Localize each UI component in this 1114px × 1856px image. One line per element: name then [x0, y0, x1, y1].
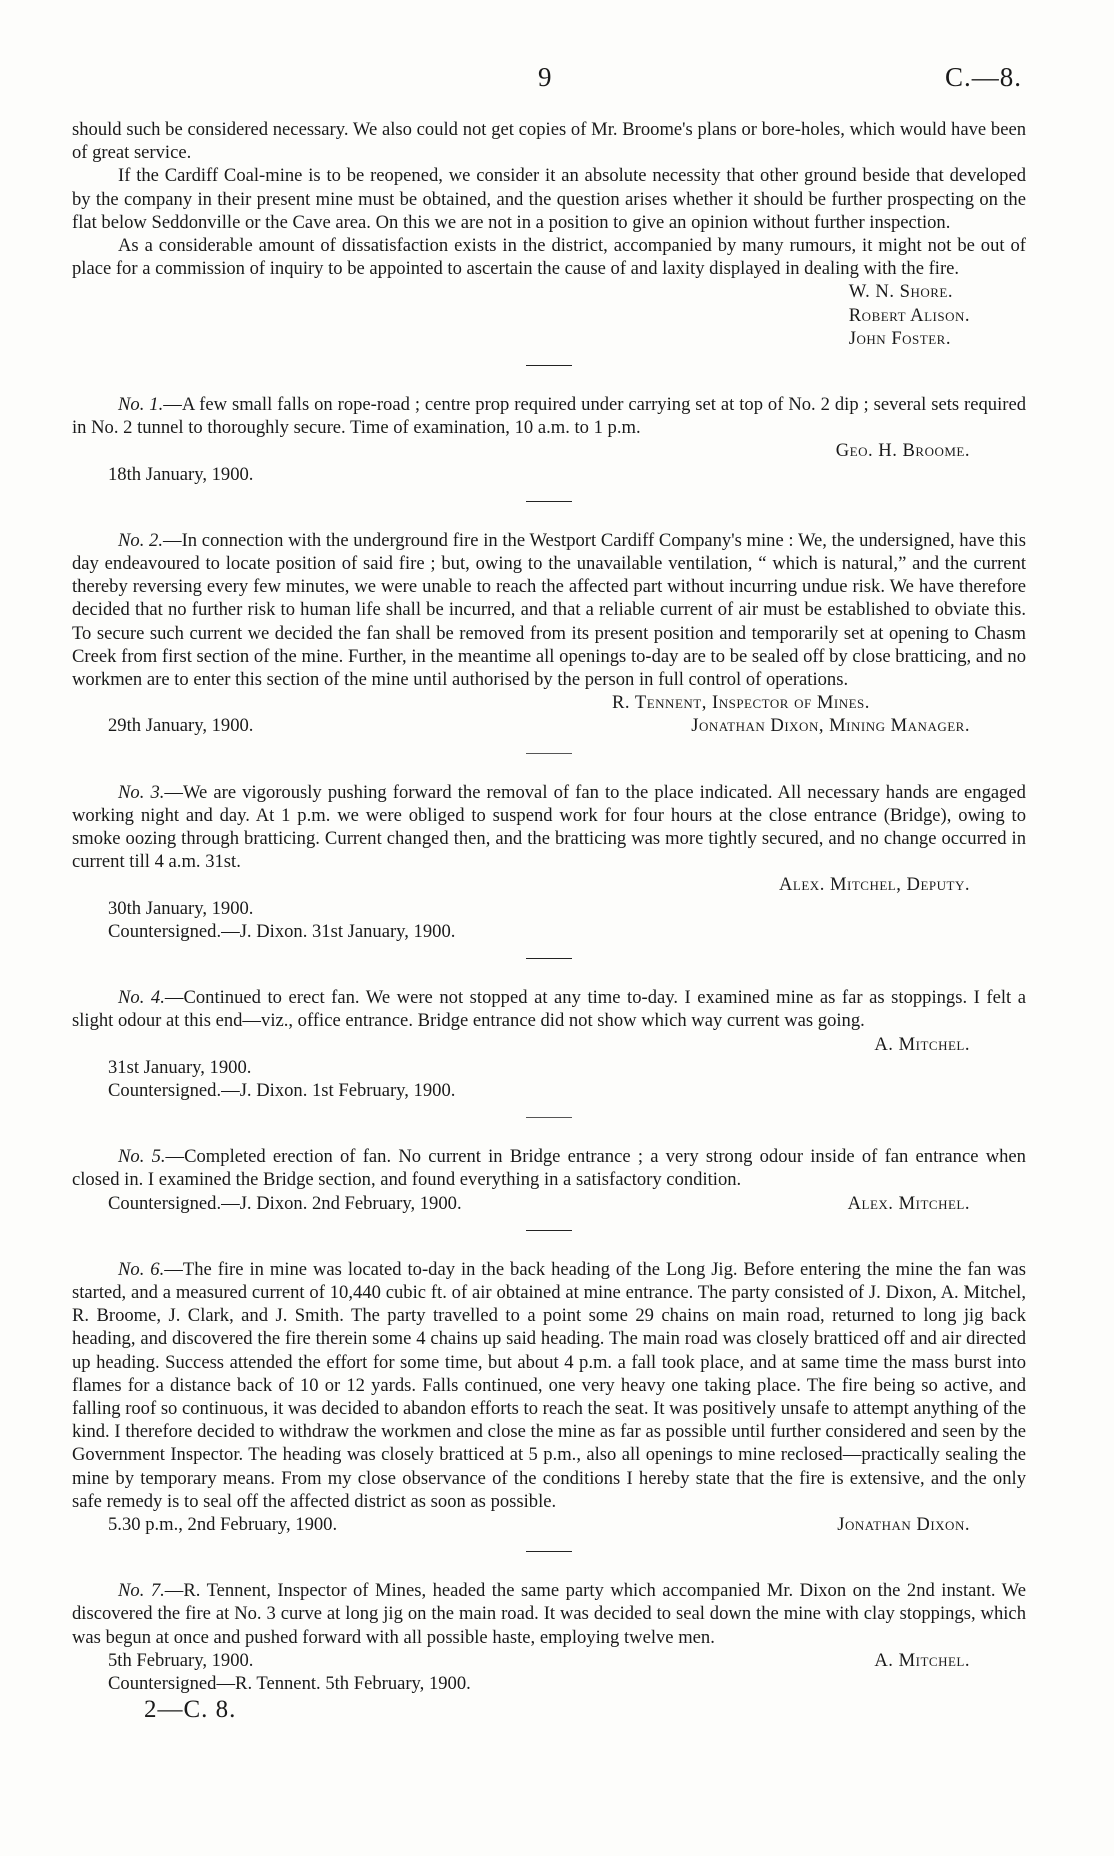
entry-2-date: 29th January, 1900.	[108, 715, 254, 737]
entry-1-number: No. 1.	[118, 394, 164, 416]
entry-4-signature: A. Mitchel.	[874, 1033, 970, 1055]
intro-paragraph-3: As a considerable amount of dissatisfaction exists in the district, accompanied by many rumours, it might not be out of place for a commission of inquiry to be appointed to ascertain the cause of and laxity displayed in dealing with the fire.	[72, 235, 1026, 280]
section-divider	[526, 501, 572, 502]
entry-1-signature: Geo. H. Broome.	[835, 440, 970, 462]
page-header	[0, 62, 1114, 96]
signatory-foster: John Foster.	[848, 327, 951, 349]
entry-1-date: 18th January, 1900.	[108, 463, 254, 485]
entry-4-number: No. 4.	[118, 987, 165, 1009]
entry-5	[72, 1145, 1026, 1191]
entry-2-text: —In connection with the underground fire in the Westport Cardiff Company's mine : We, the undersigned, have this day endeavoured to locate position of said fire ; but, owing to the unavailable ventilation, “ which is natural,” and the current thereby reversing every few minutes, we were unable to reach the affected part without incurring undue risk. We have therefore decided that no further risk to human life shall be incurred, and that a reliable current of air must be established to obviate this. To secure such current we decided the fan shall be removed from its present position and temporarily set at opening to Chasm Creek from first section of the mine. Further, in the meantime all openings to-day are to be sealed off by close bratticing, and no workmen are to enter this section of the mine until authorised by the person in full control of operations.	[72, 529, 1026, 691]
signatory-alison: Robert Alison.	[848, 304, 970, 326]
entry-7-text: —R. Tennent, Inspector of Mines, headed the same party which accompanied Mr. Dixon on the 2nd instant. We discovered the fire at No. 3 curve at long jig on the main road. It was decided to seal down the mine with clay stoppings, which was begun at once and pushed forward with all possible haste, employing twelve men.	[72, 1580, 1026, 1648]
entry-7-number: No. 7.	[118, 1580, 165, 1602]
document-reference: C.—8.	[944, 62, 1022, 92]
entry-6	[72, 1258, 1026, 1513]
entry-7-date: 5th February, 1900.	[108, 1649, 254, 1671]
section-divider	[526, 753, 572, 754]
entry-3-countersigned: Countersigned.—J. Dixon. 31st January, 1900.	[108, 920, 456, 942]
signature-mark: 2—C. 8.	[144, 1696, 237, 1724]
intro-paragraph-1: should such be considered necessary. We also could not get copies of Mr. Broome's plans or bore-holes, which would have been of great service.	[72, 119, 1026, 164]
section-divider	[526, 1230, 572, 1231]
section-divider	[526, 365, 572, 366]
entry-5-signature: Alex. Mitchel.	[847, 1192, 970, 1214]
entry-4-countersigned: Countersigned.—J. Dixon. 1st February, 1900.	[108, 1079, 456, 1101]
intro-paragraph-2: If the Cardiff Coal-mine is to be reopened, we consider it an absolute necessity that other ground beside that developed by the company in their present mine must be obtained, and the question arises whether it should be further prospecting on the flat below Seddonville or the Cave area. On this we are not in a position to give an opinion without further inspection.	[72, 165, 1026, 233]
entry-6-text: —The fire in mine was located to-day in the back heading of the Long Jig. Before entering the mine the fan was started, and a measured current of 10,440 cubic ft. of air obtained at mine entrance. The party consisted of J. Dixon, A. Mitchel, R. Broome, J. Clark, and J. Smith. The party travelled to a point some 29 chains on main road, returned to long jig back heading, and discovered the fire therein some 4 chains up said heading. The main road was closely bratticed off and air directed up heading. Success attended the effort for some time, but about 4 p.m. a fall took place, and at same time the mass burst into flames for a distance back of 10 or 12 yards. Falls continued, one very heavy one taking place. The fire being so active, and falling roof so continuous, it was decided to abandon efforts to reach the seat. It was positively unsafe to attempt anything of the kind. I therefore decided to withdraw the workmen and close the mine as far as possible until further considered and seen by the Government Inspector. The heading was closely bratticed at 5 p.m., also all openings to mine reclosed—practically sealing the mine by temporary means. From my close observance of the conditions I hereby state that the fire is extensive, and the only safe remedy is to seal off the affected district as soon as possible.	[72, 1258, 1026, 1512]
section-divider	[526, 1551, 572, 1552]
page-number: 9	[538, 62, 552, 92]
entry-4	[72, 986, 1026, 1032]
section-divider	[526, 1117, 572, 1118]
entry-7	[72, 1579, 1026, 1649]
entry-7-date-row	[72, 1649, 1026, 1672]
entry-3-text: —We are vigorously pushing forward the removal of fan to the place indicated. All necessary hands are engaged working night and day. At 1 p.m. we were obliged to suspend work for four hours at the close entrance (Bridge), owing to smoke oozing through bratticing. Current changed then, and the bratticing was more tightly secured, and no change occurred in current till 4 a.m. 31st.	[72, 781, 1026, 873]
entry-2-signature-manager: Jonathan Dixon, Mining Manager.	[691, 715, 970, 737]
entry-1	[72, 393, 1026, 439]
entry-2-number: No. 2.	[118, 529, 164, 551]
entry-2-date-row	[72, 714, 1026, 737]
entry-1-text: —A few small falls on rope-road ; centre prop required under carrying set at top of No. 2 dip ; several sets required in No. 2 tunnel to thoroughly secure. Time of examination, 10 a.m. to 1 p.m.	[72, 394, 1026, 439]
entry-3-date: 30th January, 1900.	[108, 897, 254, 919]
entry-5-countersigned-row	[72, 1192, 1026, 1215]
entry-5-number: No. 5.	[118, 1146, 166, 1168]
entry-6-date-row	[72, 1513, 1026, 1536]
entry-7-signature: A. Mitchel.	[874, 1649, 970, 1671]
entry-2	[72, 529, 1026, 691]
signatory-shore: W. N. Shore.	[848, 281, 954, 303]
intro-signatories	[72, 280, 1026, 350]
entry-5-text: —Completed erection of fan. No current in Bridge entrance ; a very strong odour inside of fan entrance when closed in. I examined the Bridge section, and found everything in a satisfactory condition.	[72, 1146, 1026, 1191]
entry-4-date: 31st January, 1900.	[108, 1056, 252, 1078]
entry-7-countersigned: Countersigned—R. Tennent. 5th February, 1900.	[108, 1672, 471, 1694]
entry-3	[72, 781, 1026, 874]
entry-3-number: No. 3.	[118, 781, 165, 803]
page-body	[72, 118, 1026, 1724]
entry-4-text: —Continued to erect fan. We were not stopped at any time to-day. I examined mine as far as stoppings. I felt a slight odour at this end—viz., office entrance. Bridge entrance did not show which way current was going.	[72, 987, 1026, 1032]
section-divider	[526, 958, 572, 959]
entry-6-signature: Jonathan Dixon.	[837, 1513, 970, 1535]
entry-5-countersigned: Countersigned.—J. Dixon. 2nd February, 1900.	[108, 1192, 462, 1214]
entry-3-signature: Alex. Mitchel, Deputy.	[779, 874, 970, 896]
entry-6-number: No. 6.	[118, 1258, 165, 1280]
entry-2-signature-inspector: R. Tennent, Inspector of Mines.	[612, 692, 870, 714]
entry-6-date: 5.30 p.m., 2nd February, 1900.	[108, 1513, 338, 1535]
